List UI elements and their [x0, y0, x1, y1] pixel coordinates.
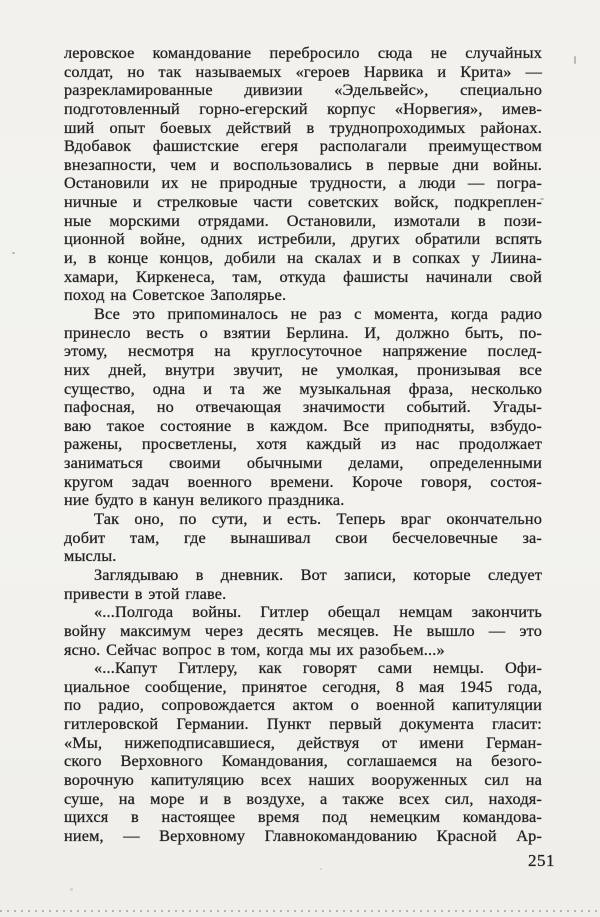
text-line: ние будто в канун великого праздника. — [64, 490, 345, 510]
text-line: солдат, но так называемых «героев Нарвика и Крита» — — [64, 61, 542, 81]
text-line: «...Капут Гитлеру, как говорят сами немцы. Офи- — [94, 658, 542, 678]
text-line: циальное сообщение, принятое сегодня, 8 мая 1945 года, — [64, 676, 542, 696]
text-line: гитлеровской Германии. Пункт первый документа гласит: — [64, 714, 542, 734]
text-line: Так оно, по сути, и есть. Теперь враг окончательно — [94, 509, 542, 529]
text-line: войну максимум через десять месяцев. Не вышло — это — [64, 620, 542, 640]
text-line: поход на Советское Заполярье. — [64, 285, 287, 305]
text-line: добит там, где вынашивал свои бесчеловечные за- — [64, 527, 542, 547]
text-line: ского Верховного Командования, соглашаемся на безого- — [64, 751, 542, 771]
text-line: ционной войне, одних истребили, других обратили вспять — [64, 229, 542, 249]
text-line: разрекламированные дивизии «Эдельвейс», специально — [64, 80, 542, 100]
text-line: ные морскими отрядами. Остановили, измотали в пози- — [64, 210, 542, 230]
text-line: Все это припоминалось не раз с момента, когда радио — [94, 303, 542, 323]
text-line: этому, несмотря на круглосуточное напряжение послед- — [64, 341, 542, 361]
text-line: подготовленный горно-егерский корпус «Норвегия», имев- — [64, 98, 542, 118]
text-line: щихся в настоящее время под немецким командова- — [64, 807, 542, 827]
scan-speck — [70, 888, 73, 891]
text-line: и, в конце концов, добили на скалах и в сопках у Лиина- — [64, 248, 542, 268]
text-line: ворочную капитуляцию всех наших вооруженных сил на — [64, 769, 542, 789]
text-line: Вдобавок фашистские егеря располагали преимуществом — [64, 136, 542, 156]
text-line: суше, на море и в воздухе, а также всех сил, находя- — [64, 788, 542, 808]
text-line: ясно. Сейчас вопрос в том, когда мы их разобьем...» — [64, 639, 445, 659]
scan-speck — [540, 198, 544, 200]
text-line: хамари, Киркенеса, там, откуда фашисты начинали свой — [64, 266, 542, 286]
text-line: «Мы, нижеподписавшиеся, действуя от имени Герман- — [64, 732, 542, 752]
text-line: Остановили их не природные трудности, а люди — погра- — [64, 173, 542, 193]
text-line: по радио, сопровождается актом о военной капитуляции — [64, 695, 542, 715]
text-line: внезапности, чем и воспользовались в первые дни войны. — [64, 154, 542, 174]
text-line: «...Полгода войны. Гитлер обещал немцам закончить — [94, 602, 542, 622]
text-line: мыслы. — [64, 546, 117, 566]
text-line: Заглядываю в дневник. Вот записи, которые следует — [94, 564, 542, 584]
scan-edge-artifact — [0, 910, 600, 912]
text-line: них дней, внутри звучит, не умолкая, пронизывая все — [64, 359, 542, 379]
text-line: привести в этой главе. — [64, 583, 227, 603]
scan-speck — [574, 56, 576, 64]
text-line: принесло весть о взятии Берлина. И, должно быть, по- — [64, 322, 542, 342]
text-line: ничные и стрелковые части советских войск, подкреплен- — [64, 192, 542, 212]
text-line: существо, одна и та же музыкальная фраза, несколько — [64, 378, 542, 398]
text-line: кругом задач военного времени. Короче говоря, состоя- — [64, 471, 542, 491]
scan-speck — [320, 868, 322, 870]
scan-speck — [12, 252, 15, 254]
text-line: пафосная, но отвечающая значимости событий. Угады- — [64, 397, 542, 417]
text-line: ваю такое состояние в каждом. Все приподняты, взбудо- — [64, 415, 542, 435]
page-text — [64, 44, 542, 846]
text-line: нием, — Верховному Главнокомандованию Красной Ар- — [64, 825, 542, 845]
page-number: 251 — [528, 851, 555, 870]
text-line: ший опыт боевых действий в труднопроходимых районах. — [64, 117, 542, 137]
text-line: ражены, просветлены, хотя каждый из нас продолжает — [64, 434, 542, 454]
text-line: леровское командование перебросило сюда не случайных — [64, 43, 542, 62]
text-line: заниматься своими обычными делами, определенными — [64, 453, 542, 473]
